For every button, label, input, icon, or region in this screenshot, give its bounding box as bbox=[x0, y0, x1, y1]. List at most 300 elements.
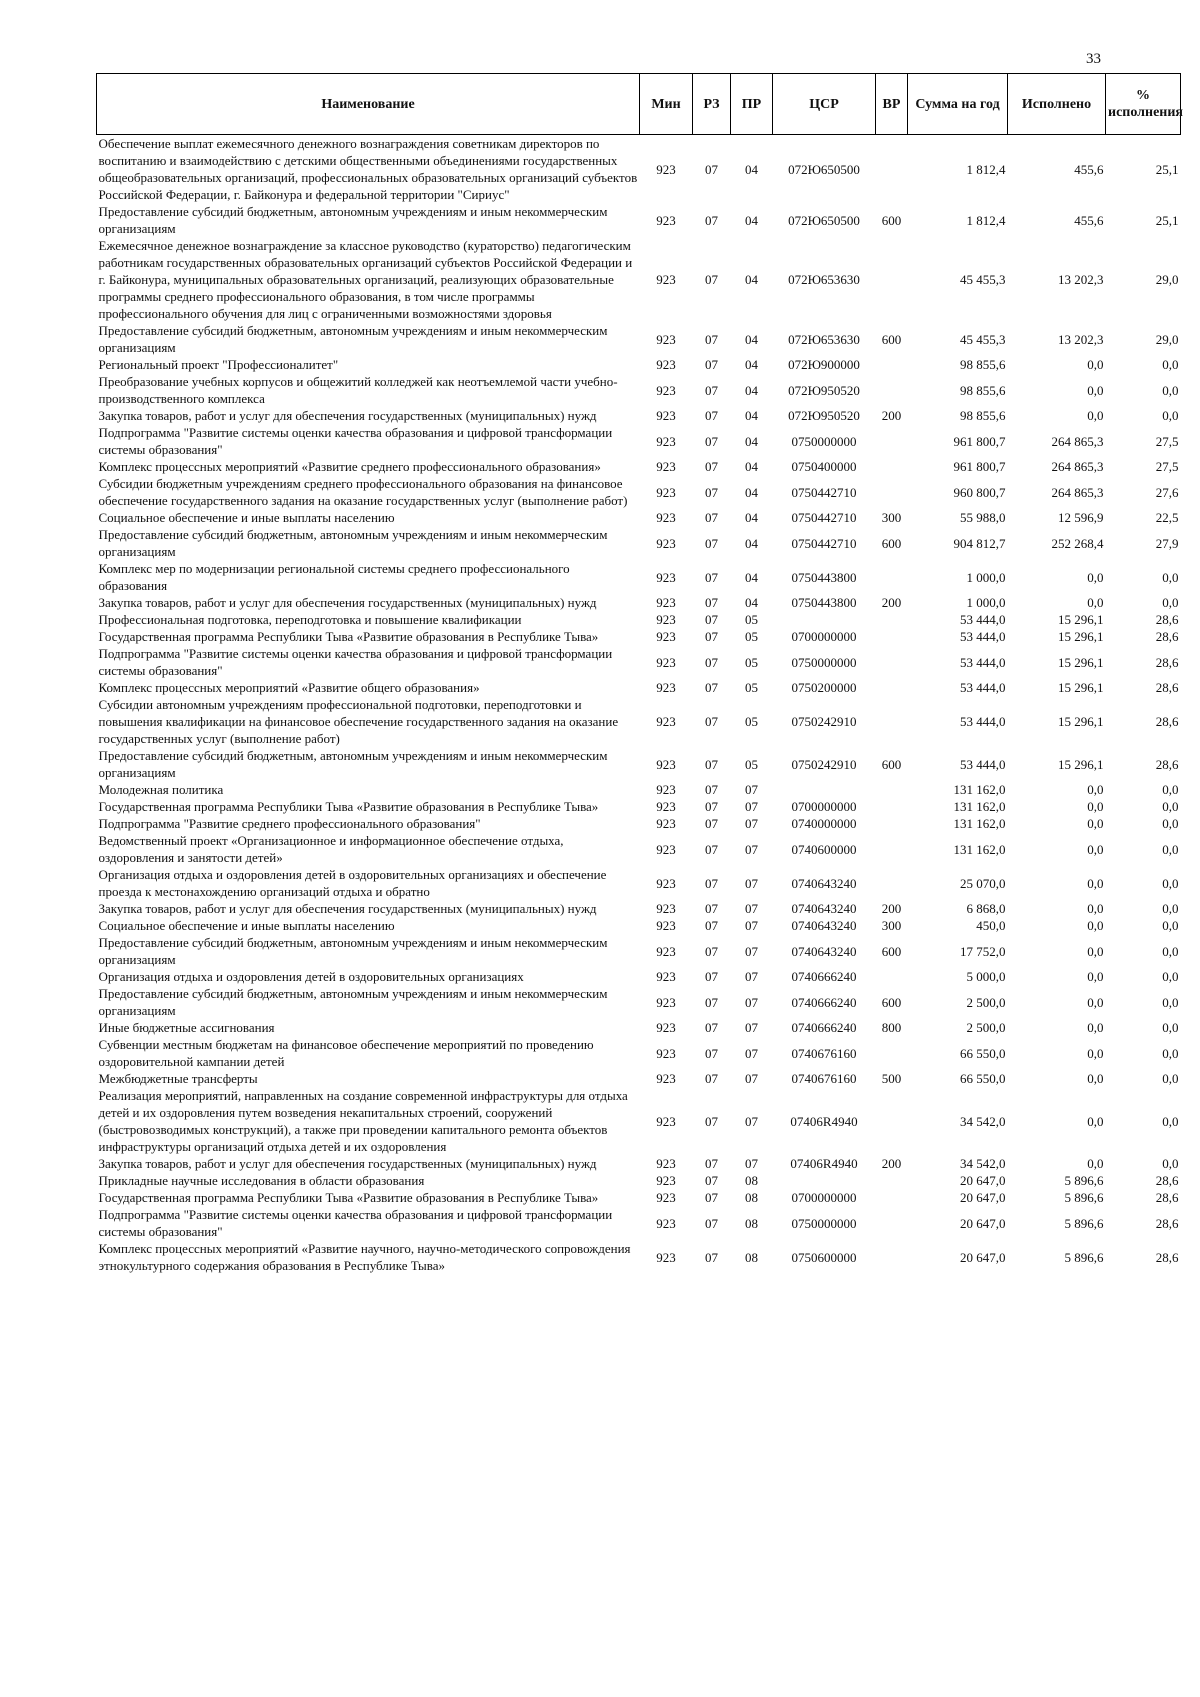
row-rz: 07 bbox=[705, 994, 718, 1010]
row-done: 0,0 bbox=[1087, 901, 1104, 916]
row-percent: 0,0 bbox=[1162, 1156, 1179, 1171]
row-pr: 04 bbox=[745, 510, 758, 525]
row-rz: 07 bbox=[705, 357, 718, 372]
row-pr: 07 bbox=[745, 918, 758, 933]
table-row bbox=[97, 1019, 1181, 1036]
row-vr bbox=[876, 679, 908, 696]
row-sum: 904 812,7 bbox=[953, 535, 1006, 551]
row-csr: 072Ю950520 bbox=[788, 408, 860, 423]
row-done: 0,0 bbox=[1087, 799, 1104, 814]
row-vr bbox=[876, 696, 908, 747]
row-name: Комплекс мер по модернизации региональной системы среднего профессионального образования bbox=[98, 561, 570, 593]
row-rz: 07 bbox=[705, 272, 718, 287]
row-min: 923 bbox=[656, 1020, 676, 1035]
row-sum: 53 444,0 bbox=[960, 612, 1006, 627]
row-sum: 53 444,0 bbox=[960, 629, 1006, 644]
row-name: Молодежная политика bbox=[98, 782, 224, 797]
row-rz: 07 bbox=[705, 1020, 718, 1035]
row-min: 923 bbox=[656, 782, 676, 797]
row-done: 15 296,1 bbox=[1058, 612, 1104, 627]
row-percent: 28,6 bbox=[1155, 1190, 1179, 1205]
row-vr: 200 bbox=[881, 1156, 902, 1171]
row-percent: 27,5 bbox=[1155, 459, 1179, 474]
row-done: 0,0 bbox=[1087, 595, 1104, 610]
table-row bbox=[97, 900, 1181, 917]
row-done: 264 865,3 bbox=[1051, 459, 1104, 474]
row-min: 923 bbox=[656, 595, 676, 610]
row-pr: 04 bbox=[745, 569, 758, 585]
row-csr: 0740643240 bbox=[791, 918, 857, 933]
row-pr: 07 bbox=[745, 1113, 758, 1129]
row-percent: 0,0 bbox=[1162, 943, 1179, 959]
row-percent: 0,0 bbox=[1162, 382, 1179, 398]
row-name: Реализация мероприятий, направленных на создание современной инфраструктуры для отдыха детей и их оздоровления путем возведения некапитальных строений, сооружений (быстровозводимых конструкций), а также при проведении капитального ремонта объектов инфраструктуры организаций отдыха детей и их оздоровления bbox=[98, 1088, 628, 1154]
row-rz: 07 bbox=[705, 595, 718, 610]
row-done: 0,0 bbox=[1087, 841, 1104, 857]
row-percent: 0,0 bbox=[1162, 1020, 1179, 1035]
row-pr: 07 bbox=[745, 943, 758, 959]
row-csr: 0750443800 bbox=[791, 595, 857, 610]
table-row bbox=[97, 696, 1181, 747]
row-percent: 29,0 bbox=[1155, 331, 1179, 347]
row-sum: 960 800,7 bbox=[953, 484, 1006, 500]
row-vr bbox=[876, 866, 908, 900]
row-csr: 0750200000 bbox=[791, 680, 857, 695]
row-percent: 0,0 bbox=[1162, 408, 1179, 423]
page-number: 33 bbox=[1086, 51, 1101, 67]
row-csr: 07406R4940 bbox=[790, 1113, 858, 1129]
row-rz: 07 bbox=[705, 901, 718, 916]
row-sum: 131 162,0 bbox=[953, 816, 1006, 831]
row-vr bbox=[876, 611, 908, 628]
row-name: Профессиональная подготовка, переподготовка и повышение квалификации bbox=[98, 612, 522, 627]
table-row bbox=[97, 1189, 1181, 1206]
row-pr: 05 bbox=[745, 680, 758, 695]
row-sum: 1 000,0 bbox=[966, 595, 1006, 610]
table-row bbox=[97, 985, 1181, 1019]
row-min: 923 bbox=[656, 535, 676, 551]
row-pr: 07 bbox=[745, 969, 758, 984]
row-min: 923 bbox=[656, 875, 676, 891]
row-sum: 6 868,0 bbox=[966, 901, 1006, 916]
row-rz: 07 bbox=[705, 816, 718, 831]
row-csr: 0750442710 bbox=[791, 510, 857, 525]
row-name: Обеспечение выплат ежемесячного денежного вознаграждения советникам директоров по воспитанию и взаимодействию с детскими общественными объединениями государственных общеобразовательных организаций, профессиональных образовательных организаций субъектов Российской Федерации, г. Байконура и федеральной территории "Сириус" bbox=[98, 136, 638, 202]
table-row bbox=[97, 679, 1181, 696]
row-csr: 072Ю653630 bbox=[788, 272, 860, 287]
row-name: Комплекс процессных мероприятий «Развитие общего образования» bbox=[98, 680, 480, 695]
row-percent: 25,1 bbox=[1155, 161, 1179, 177]
row-sum: 66 550,0 bbox=[960, 1045, 1006, 1061]
row-done: 13 202,3 bbox=[1058, 331, 1104, 347]
row-pr: 07 bbox=[745, 901, 758, 916]
row-rz: 07 bbox=[705, 841, 718, 857]
row-name: Подпрограмма "Развитие системы оценки качества образования и цифровой трансформации системы образования" bbox=[98, 646, 613, 678]
table-row bbox=[97, 1070, 1181, 1087]
row-percent: 0,0 bbox=[1162, 595, 1179, 610]
row-rz: 07 bbox=[705, 382, 718, 398]
row-name: Комплекс процессных мероприятий «Развитие научного, научно-методического сопровождения этнокультурного содержания образования в Республике Тыва» bbox=[98, 1241, 631, 1273]
row-percent: 0,0 bbox=[1162, 969, 1179, 984]
row-pr: 05 bbox=[745, 629, 758, 644]
row-done: 13 202,3 bbox=[1058, 272, 1104, 287]
row-sum: 53 444,0 bbox=[960, 654, 1006, 670]
row-name: Закупка товаров, работ и услуг для обеспечения государственных (муниципальных) нужд bbox=[98, 595, 597, 610]
row-vr bbox=[876, 628, 908, 645]
row-min: 923 bbox=[656, 816, 676, 831]
table-row bbox=[97, 458, 1181, 475]
row-pr: 07 bbox=[745, 1045, 758, 1061]
table-row bbox=[97, 373, 1181, 407]
row-name: Предоставление субсидий бюджетным, автономным учреждениям и иным некоммерческим организациям bbox=[98, 935, 608, 967]
table-row bbox=[97, 747, 1181, 781]
table-row bbox=[97, 611, 1181, 628]
row-done: 15 296,1 bbox=[1058, 680, 1104, 695]
row-rz: 07 bbox=[705, 331, 718, 347]
row-pr: 05 bbox=[745, 654, 758, 670]
row-name: Субвенции местным бюджетам на финансовое обеспечение мероприятий по проведению оздоровительной кампании детей bbox=[98, 1037, 594, 1069]
row-sum: 20 647,0 bbox=[960, 1249, 1006, 1265]
row-done: 264 865,3 bbox=[1051, 433, 1104, 449]
row-min: 923 bbox=[656, 1071, 676, 1086]
row-sum: 53 444,0 bbox=[960, 680, 1006, 695]
row-done: 0,0 bbox=[1087, 382, 1104, 398]
row-min: 923 bbox=[656, 714, 676, 729]
row-vr: 600 bbox=[881, 331, 902, 347]
row-sum: 45 455,3 bbox=[960, 272, 1006, 287]
row-pr: 08 bbox=[745, 1190, 758, 1205]
row-sum: 1 812,4 bbox=[966, 161, 1006, 177]
row-csr: 0740666240 bbox=[791, 1020, 857, 1035]
row-percent: 28,6 bbox=[1155, 1215, 1179, 1231]
row-rz: 07 bbox=[705, 1173, 718, 1188]
row-pr: 04 bbox=[745, 272, 758, 287]
row-pr: 08 bbox=[745, 1173, 758, 1188]
table-row bbox=[97, 645, 1181, 679]
row-csr: 0750242910 bbox=[791, 756, 857, 772]
row-percent: 0,0 bbox=[1162, 875, 1179, 891]
row-vr bbox=[876, 356, 908, 373]
row-min: 923 bbox=[656, 272, 676, 287]
row-vr: 300 bbox=[881, 510, 902, 525]
row-percent: 0,0 bbox=[1162, 782, 1179, 797]
row-csr: 0740643240 bbox=[791, 875, 857, 891]
row-csr: 0700000000 bbox=[791, 1190, 857, 1205]
row-min: 923 bbox=[656, 408, 676, 423]
row-name: Подпрограмма "Развитие среднего профессионального образования" bbox=[98, 816, 481, 831]
row-min: 923 bbox=[656, 212, 676, 228]
row-vr bbox=[876, 1240, 908, 1274]
row-name: Региональный проект "Профессионалитет" bbox=[98, 357, 339, 372]
table-row bbox=[97, 322, 1181, 356]
row-sum: 1 000,0 bbox=[966, 569, 1006, 585]
row-csr: 0750400000 bbox=[791, 459, 857, 474]
row-vr bbox=[876, 1206, 908, 1240]
row-csr: 072Ю650500 bbox=[788, 161, 860, 177]
row-vr: 600 bbox=[881, 943, 902, 959]
row-sum: 131 162,0 bbox=[953, 782, 1006, 797]
row-min: 923 bbox=[656, 799, 676, 814]
row-done: 0,0 bbox=[1087, 1020, 1104, 1035]
row-done: 15 296,1 bbox=[1058, 756, 1104, 772]
row-name: Предоставление субсидий бюджетным, автономным учреждениям и иным некоммерческим организациям bbox=[98, 204, 608, 236]
row-csr: 072Ю653630 bbox=[788, 331, 860, 347]
table-row bbox=[97, 135, 1181, 204]
table-row bbox=[97, 832, 1181, 866]
row-sum: 20 647,0 bbox=[960, 1173, 1006, 1188]
row-name: Подпрограмма "Развитие системы оценки качества образования и цифровой трансформации системы образования" bbox=[98, 425, 613, 457]
row-sum: 20 647,0 bbox=[960, 1190, 1006, 1205]
row-name: Предоставление субсидий бюджетным, автономным учреждениям и иным некоммерческим организациям bbox=[98, 986, 608, 1018]
table-row bbox=[97, 237, 1181, 322]
row-vr bbox=[876, 798, 908, 815]
row-name: Комплекс процессных мероприятий «Развитие среднего профессионального образования» bbox=[98, 459, 601, 474]
row-vr: 300 bbox=[881, 918, 902, 933]
row-pr: 07 bbox=[745, 994, 758, 1010]
row-min: 923 bbox=[656, 331, 676, 347]
row-name: Субсидии автономным учреждениям профессиональной подготовки, переподготовки и повышения квалификации на финансовое обеспечение государственного задания на оказание государственных услуг (выполнение работ) bbox=[98, 697, 619, 746]
row-min: 923 bbox=[656, 1113, 676, 1129]
row-done: 0,0 bbox=[1087, 969, 1104, 984]
row-csr: 0750600000 bbox=[791, 1249, 857, 1265]
header-csr: ЦСР bbox=[773, 74, 876, 135]
row-rz: 07 bbox=[705, 943, 718, 959]
row-min: 923 bbox=[656, 357, 676, 372]
row-vr: 800 bbox=[881, 1020, 902, 1035]
row-pr: 07 bbox=[745, 1156, 758, 1171]
row-done: 0,0 bbox=[1087, 357, 1104, 372]
table-row bbox=[97, 866, 1181, 900]
row-csr: 0750000000 bbox=[791, 1215, 857, 1231]
row-sum: 2 500,0 bbox=[966, 994, 1006, 1010]
row-min: 923 bbox=[656, 901, 676, 916]
row-sum: 961 800,7 bbox=[953, 433, 1006, 449]
row-sum: 131 162,0 bbox=[953, 799, 1006, 814]
row-name: Закупка товаров, работ и услуг для обеспечения государственных (муниципальных) нужд bbox=[98, 901, 597, 916]
row-percent: 27,5 bbox=[1155, 433, 1179, 449]
table-body bbox=[97, 135, 1181, 1275]
row-vr: 200 bbox=[881, 408, 902, 423]
row-rz: 07 bbox=[705, 680, 718, 695]
table-row bbox=[97, 628, 1181, 645]
header-sum: Сумма на год bbox=[908, 74, 1008, 135]
table-row bbox=[97, 1036, 1181, 1070]
row-done: 0,0 bbox=[1087, 782, 1104, 797]
row-name: Предоставление субсидий бюджетным, автономным учреждениям и иным некоммерческим организациям bbox=[98, 323, 608, 355]
row-done: 0,0 bbox=[1087, 569, 1104, 585]
row-sum: 45 455,3 bbox=[960, 331, 1006, 347]
row-done: 5 896,6 bbox=[1064, 1215, 1104, 1231]
row-rz: 07 bbox=[705, 756, 718, 772]
header-done: Исполнено bbox=[1008, 74, 1106, 135]
row-percent: 28,6 bbox=[1155, 629, 1179, 644]
table-row bbox=[97, 203, 1181, 237]
row-pr: 04 bbox=[745, 212, 758, 228]
row-percent: 28,6 bbox=[1155, 680, 1179, 695]
row-sum: 20 647,0 bbox=[960, 1215, 1006, 1231]
header-rz: РЗ bbox=[693, 74, 731, 135]
row-done: 0,0 bbox=[1087, 1045, 1104, 1061]
row-rz: 07 bbox=[705, 1215, 718, 1231]
row-min: 923 bbox=[656, 918, 676, 933]
row-pr: 07 bbox=[745, 875, 758, 891]
row-name: Государственная программа Республики Тыва «Развитие образования в Республике Тыва» bbox=[98, 629, 599, 644]
row-percent: 28,6 bbox=[1155, 612, 1179, 627]
table-row bbox=[97, 798, 1181, 815]
row-percent: 22,5 bbox=[1155, 510, 1179, 525]
table-row bbox=[97, 1240, 1181, 1274]
row-rz: 07 bbox=[705, 569, 718, 585]
budget-table bbox=[96, 73, 1184, 1274]
row-csr: 0740000000 bbox=[791, 816, 857, 831]
row-csr: 0750000000 bbox=[791, 654, 857, 670]
row-done: 5 896,6 bbox=[1064, 1190, 1104, 1205]
row-percent: 29,0 bbox=[1155, 272, 1179, 287]
row-rz: 07 bbox=[705, 782, 718, 797]
row-pr: 07 bbox=[745, 799, 758, 814]
row-rz: 07 bbox=[705, 654, 718, 670]
row-min: 923 bbox=[656, 161, 676, 177]
row-pr: 07 bbox=[745, 841, 758, 857]
row-done: 455,6 bbox=[1074, 212, 1104, 228]
row-name: Закупка товаров, работ и услуг для обеспечения государственных (муниципальных) нужд bbox=[98, 408, 597, 423]
row-min: 923 bbox=[656, 382, 676, 398]
row-csr: 0750443800 bbox=[791, 569, 857, 585]
row-rz: 07 bbox=[705, 629, 718, 644]
row-rz: 07 bbox=[705, 1045, 718, 1061]
row-csr: 0750442710 bbox=[791, 484, 857, 500]
row-vr bbox=[876, 237, 908, 322]
row-vr bbox=[876, 1189, 908, 1206]
row-pr: 04 bbox=[745, 161, 758, 177]
row-pr: 07 bbox=[745, 1020, 758, 1035]
row-sum: 66 550,0 bbox=[960, 1071, 1006, 1086]
row-vr bbox=[876, 135, 908, 204]
row-min: 923 bbox=[656, 994, 676, 1010]
row-vr: 600 bbox=[881, 535, 902, 551]
row-vr: 200 bbox=[881, 901, 902, 916]
row-min: 923 bbox=[656, 1249, 676, 1265]
row-vr: 600 bbox=[881, 212, 902, 228]
row-name: Государственная программа Республики Тыва «Развитие образования в Республике Тыва» bbox=[98, 1190, 599, 1205]
row-csr: 072Ю900000 bbox=[788, 357, 860, 372]
row-name: Прикладные научные исследования в области образования bbox=[98, 1173, 425, 1188]
row-percent: 28,6 bbox=[1155, 1249, 1179, 1265]
row-pr: 08 bbox=[745, 1215, 758, 1231]
row-min: 923 bbox=[656, 510, 676, 525]
header-min: Мин bbox=[640, 74, 693, 135]
row-rz: 07 bbox=[705, 612, 718, 627]
row-done: 0,0 bbox=[1087, 875, 1104, 891]
table-row bbox=[97, 781, 1181, 798]
row-rz: 07 bbox=[705, 1156, 718, 1171]
row-vr: 500 bbox=[881, 1071, 902, 1086]
row-rz: 07 bbox=[705, 212, 718, 228]
row-csr: 0740676160 bbox=[791, 1045, 857, 1061]
row-percent: 28,6 bbox=[1155, 714, 1179, 729]
table-row bbox=[97, 1155, 1181, 1172]
row-name: Организация отдыха и оздоровления детей в оздоровительных организациях bbox=[98, 969, 524, 984]
row-pr: 07 bbox=[745, 1071, 758, 1086]
row-sum: 98 855,6 bbox=[960, 357, 1006, 372]
row-percent: 0,0 bbox=[1162, 569, 1179, 585]
row-done: 0,0 bbox=[1087, 1156, 1104, 1171]
row-sum: 450,0 bbox=[976, 918, 1006, 933]
row-vr: 600 bbox=[881, 756, 902, 772]
row-sum: 34 542,0 bbox=[960, 1113, 1006, 1129]
row-sum: 961 800,7 bbox=[953, 459, 1006, 474]
row-csr: 0750242910 bbox=[791, 714, 857, 729]
row-pr: 04 bbox=[745, 331, 758, 347]
row-rz: 07 bbox=[705, 969, 718, 984]
table-row bbox=[97, 407, 1181, 424]
row-rz: 07 bbox=[705, 484, 718, 500]
table-row bbox=[97, 1172, 1181, 1189]
row-pr: 04 bbox=[745, 433, 758, 449]
row-vr bbox=[876, 373, 908, 407]
row-rz: 07 bbox=[705, 1113, 718, 1129]
row-min: 923 bbox=[656, 1190, 676, 1205]
row-done: 252 268,4 bbox=[1051, 535, 1104, 551]
row-name: Закупка товаров, работ и услуг для обеспечения государственных (муниципальных) нужд bbox=[98, 1156, 597, 1171]
row-percent: 27,6 bbox=[1155, 484, 1179, 500]
row-vr bbox=[876, 1087, 908, 1155]
row-vr bbox=[876, 475, 908, 509]
row-name: Предоставление субсидий бюджетным, автономным учреждениям и иным некоммерческим организациям bbox=[98, 527, 608, 559]
row-vr bbox=[876, 458, 908, 475]
row-percent: 0,0 bbox=[1162, 841, 1179, 857]
row-done: 0,0 bbox=[1087, 943, 1104, 959]
row-sum: 55 988,0 bbox=[960, 510, 1006, 525]
row-min: 923 bbox=[656, 1045, 676, 1061]
table-row bbox=[97, 934, 1181, 968]
row-min: 923 bbox=[656, 1173, 676, 1188]
row-sum: 98 855,6 bbox=[960, 382, 1006, 398]
row-percent: 28,6 bbox=[1155, 1173, 1179, 1188]
row-percent: 25,1 bbox=[1155, 212, 1179, 228]
row-done: 0,0 bbox=[1087, 1113, 1104, 1129]
row-percent: 0,0 bbox=[1162, 799, 1179, 814]
row-name: Государственная программа Республики Тыва «Развитие образования в Республике Тыва» bbox=[98, 799, 599, 814]
table-row bbox=[97, 560, 1181, 594]
row-min: 923 bbox=[656, 654, 676, 670]
row-percent: 0,0 bbox=[1162, 816, 1179, 831]
row-rz: 07 bbox=[705, 918, 718, 933]
row-min: 923 bbox=[656, 756, 676, 772]
row-min: 923 bbox=[656, 943, 676, 959]
table-row bbox=[97, 509, 1181, 526]
row-name: Организация отдыха и оздоровления детей в оздоровительных организациях и обеспечение проезда к местонахождению организаций отдыха и обратно bbox=[98, 867, 607, 899]
row-rz: 07 bbox=[705, 433, 718, 449]
table-row bbox=[97, 1087, 1181, 1155]
row-vr bbox=[876, 560, 908, 594]
row-done: 455,6 bbox=[1074, 161, 1104, 177]
row-done: 5 896,6 bbox=[1064, 1249, 1104, 1265]
table-row bbox=[97, 968, 1181, 985]
row-pr: 05 bbox=[745, 714, 758, 729]
row-csr: 0740643240 bbox=[791, 943, 857, 959]
row-rz: 07 bbox=[705, 408, 718, 423]
row-rz: 07 bbox=[705, 1249, 718, 1265]
row-vr bbox=[876, 1036, 908, 1070]
row-min: 923 bbox=[656, 612, 676, 627]
row-done: 15 296,1 bbox=[1058, 654, 1104, 670]
row-csr: 0740600000 bbox=[791, 841, 857, 857]
row-csr: 07406R4940 bbox=[790, 1156, 858, 1171]
row-pr: 04 bbox=[745, 408, 758, 423]
row-rz: 07 bbox=[705, 714, 718, 729]
header-percent: % исполнения bbox=[1106, 74, 1181, 135]
